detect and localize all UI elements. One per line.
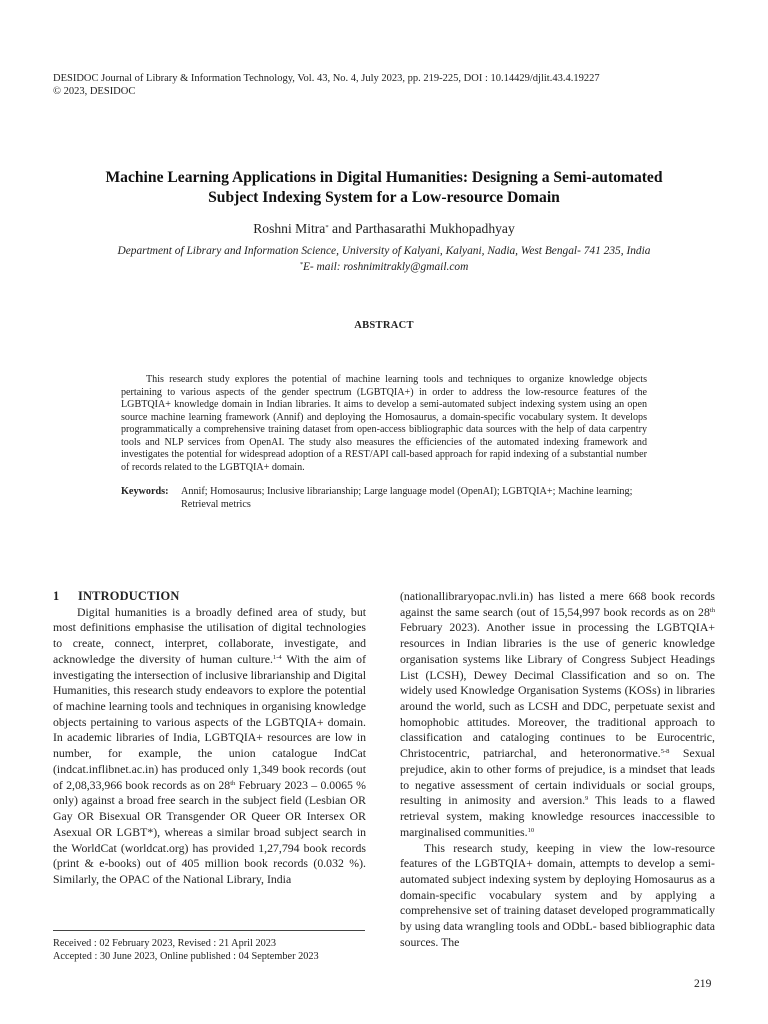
accepted-published-dates: Accepted : 30 June 2023, Online published : 04 September 2023 (53, 951, 319, 962)
paper-title-line-2: Subject Indexing System for a Low-resource Domain (208, 189, 560, 206)
paper-title (40, 168, 728, 208)
section-number: 1 (53, 589, 60, 603)
intro-paragraph-1 (53, 605, 366, 888)
copyright-line: © 2023, DESIDOC (53, 86, 136, 97)
ordinal-superscript: th (709, 606, 715, 614)
received-revised-dates: Received : 02 February 2023, Revised : 21 April 2023 (53, 938, 277, 949)
email-mark: * (299, 260, 303, 268)
keywords-label: Keywords: (121, 486, 169, 497)
author-2-name: and Parthasarathi Mukhopadhyay (328, 221, 515, 236)
author-list (0, 221, 768, 237)
footnote-divider (53, 930, 365, 931)
intro-text-segment: February 2023). Another issue in processing the LGBTQIA+ resources in Indian libraries is the use of generic knowledge organisation systems like Library of Congress Subject Headings List (LCSH), Dewey Decimal Classification and so on. The widely used Knowledge Organisation Systems (KOSs) in libraries around the world, such as LCSH and DDC, perpetuate sexist and homophobic attitudes. Moreover, the traditional approach to classification and cataloging continues to be Eurocentric, Christocentric, patriarchal, and heteronormative. (400, 620, 715, 761)
citation-superscript: 5-8 (660, 748, 670, 756)
intro-text-segment: February 2023 – 0.0065 % only) against a broad free search in the subject field (Lesbian OR Gay OR Bisexual OR Transgender OR Queer OR Intersex OR Asexual OR LGBT*), whereas a similar broad subject search in the WorldCat (worldcat.org) has provided 1,27,794 book records (print & e-books) out of 405 million book records (0.032 %). Similarly, the OPAC of the National Library, India (53, 777, 366, 886)
section-heading-introduction (53, 589, 366, 605)
citation-superscript: 10 (527, 826, 535, 834)
citation-superscript: 1-4 (272, 653, 282, 661)
intro-text-segment: With the aim of investigating the intersection of inclusive librarianship and Digital Humanities, this research study endeavors to explore the potential of machine learning tools and techniques in organising knowledge objects pertaining to various aspects of the LGBTQIA+ domain. In academic libraries of India, LGBTQIA+ resources are low in number, for example, the union catalogue IndCat (indcat.inflibnet.ac.in) has produced only 1,349 book records (out of 2,08,33,966 book records as on 28 (53, 651, 366, 792)
corresponding-author-mark: * (325, 224, 329, 231)
intro-text-segment: (nationallibraryopac.nvli.in) has listed a mere 668 book records against the same search (out of 15,54,997 book records as on 28 (400, 589, 715, 619)
publication-dates (53, 937, 319, 963)
body-column-left (53, 589, 366, 888)
intro-text-segment: This leads to a flawed retrieval system, making knowledge resources inaccessible to marginalised communities. (400, 793, 715, 839)
citation-superscript: 9 (585, 795, 589, 803)
intro-text-segment: Digital humanities is a broadly defined area of study, but most definitions emphasise the utilisation of digital technologies to create, connect, interpret, collaborate, investigate, and acknowledge the diversity of human culture. (53, 604, 366, 666)
abstract-heading: ABSTRACT (354, 320, 414, 331)
abstract-text: This research study explores the potential of machine learning tools and techniques to organize knowledge objects pertaining to various aspects of the gender spectrum (LGBTQIA+) in order to address the low-resource features of the LGBTQIA+ knowledge domain in Indian libraries. It aims to develop a semi-automated subject indexing system using an open source machine learning framework (Annif) and deploying the Homosaurus, a domain-specific vocabulary system. It develops programmatically a comprehensive training dataset from open-access bibliographic data sources with the help of data carpentry tools and NLP services from OpenAI. The study also measures the efficiencies of the automated indexing framework and investigates the potential for widespread adoption of a REST/API call-based approach for rapid indexing of a substantial number of records related to the LGBTQIA+ domain. (121, 374, 647, 473)
intro-text-segment: Sexual prejudice, akin to other forms of prejudice, is a mindset that leads to negative assessment of certain individuals or social groups, resulting in animosity and aversion. (400, 746, 716, 808)
body-column-right (400, 589, 715, 951)
intro-paragraph-2: This research study, keeping in view the low-resource features of the LGBTQIA+ domain, attempts to develop a semi-automated subject indexing system by deploying Homosaurus as a domain-specific vocabulary system and by applying a comprehensive set of training dataset developed programmatically by using data wrangling tools and ODbL- based bibliographic data sources. The (400, 840, 715, 949)
corresponding-email-line (0, 260, 768, 276)
keywords-list: Annif; Homosaurus; Inclusive librarianship; Large language model (OpenAI); LGBTQIA+; Machine learning; Retrieval metrics (181, 486, 633, 510)
ordinal-superscript: th (230, 779, 236, 787)
journal-header (53, 72, 600, 98)
corresponding-email: E- mail: roshnimitrakly@gmail.com (302, 260, 469, 273)
affiliation (0, 244, 768, 275)
page-number: 219 (694, 977, 712, 990)
intro-paragraph-1-continued (400, 589, 715, 841)
affiliation-department: Department of Library and Information Science, University of Kalyani, Kalyani, Nadia, West Bengal- 741 235, India (117, 245, 651, 257)
journal-citation: DESIDOC Journal of Library & Information Technology, Vol. 43, No. 4, July 2023, pp. 219-225, DOI : 10.14429/djlit.43.4.19227 (53, 73, 600, 84)
author-1-name: Roshni Mitra (253, 221, 326, 236)
paper-title-line-1: Machine Learning Applications in Digital Humanities: Designing a Semi-automated (105, 169, 663, 186)
keywords-block (121, 486, 649, 511)
section-title: INTRODUCTION (78, 589, 180, 603)
